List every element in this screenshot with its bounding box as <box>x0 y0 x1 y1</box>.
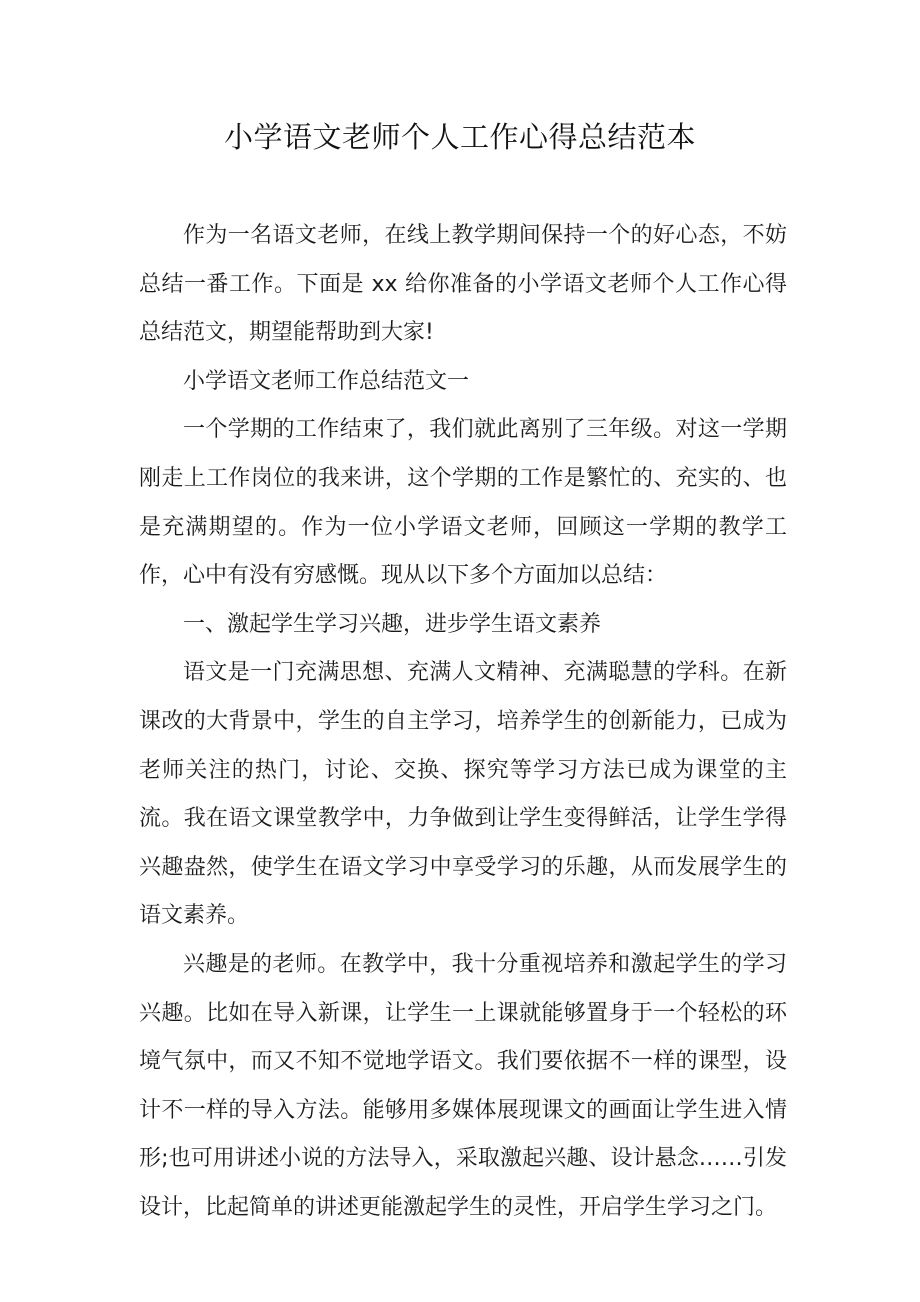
body-paragraph: 兴趣是的老师。在教学中，我十分重视培养和激起学生的学习兴趣。比如在导入新课，让学生一上课就能够置身于一个轻松的环境气氛中，而又不知不觉地学语文。我们要依据不一样的课型，设计不一样的导入方法。能够用多媒体展现课文的画面让学生进入情形;也可用讲述小说的方法导入，采取激起兴趣、设计悬念……引发设计，比起简单的讲述更能激起学生的灵性，开启学生学习之门。 <box>139 951 787 1220</box>
document-body <box>139 212 787 1232</box>
intro-paragraph: 作为一名语文老师，在线上教学期间保持一个的好心态，不妨总结一番工作。下面是 xx 给你准备的小学语文老师个人工作心得总结范文，期望能帮助到大家! <box>139 223 787 346</box>
body-paragraph: 一个学期的工作结束了，我们就此离别了三年级。对这一学期刚走上工作岗位的我来讲，这个学期的工作是繁忙的、充实的、也是充满期望的。作为一位小学语文老师，回顾这一学期的教学工作，心中有没有穷感慨。现从以下多个方面加以总结： <box>139 417 787 589</box>
section-heading: 小学语文老师工作总结范文一 <box>183 368 470 394</box>
document-title: 小学语文老师个人工作心得总结范本 <box>223 120 696 154</box>
subsection-heading: 一、激起学生学习兴趣，进步学生语文素养 <box>183 611 602 637</box>
body-paragraph: 语文是一门充满思想、充满人文精神、充满聪慧的学科。在新课改的大背景中，学生的自主学习，培养学生的创新能力，已成为老师关注的热门，讨论、交换、探究等学习方法已成为课堂的主流。我在语文课堂教学中，力争做到让学生变得鲜活，让学生学得兴趣盎然，使学生在语文学习中享受学习的乐趣，从而发展学生的语文素养。 <box>139 660 787 929</box>
